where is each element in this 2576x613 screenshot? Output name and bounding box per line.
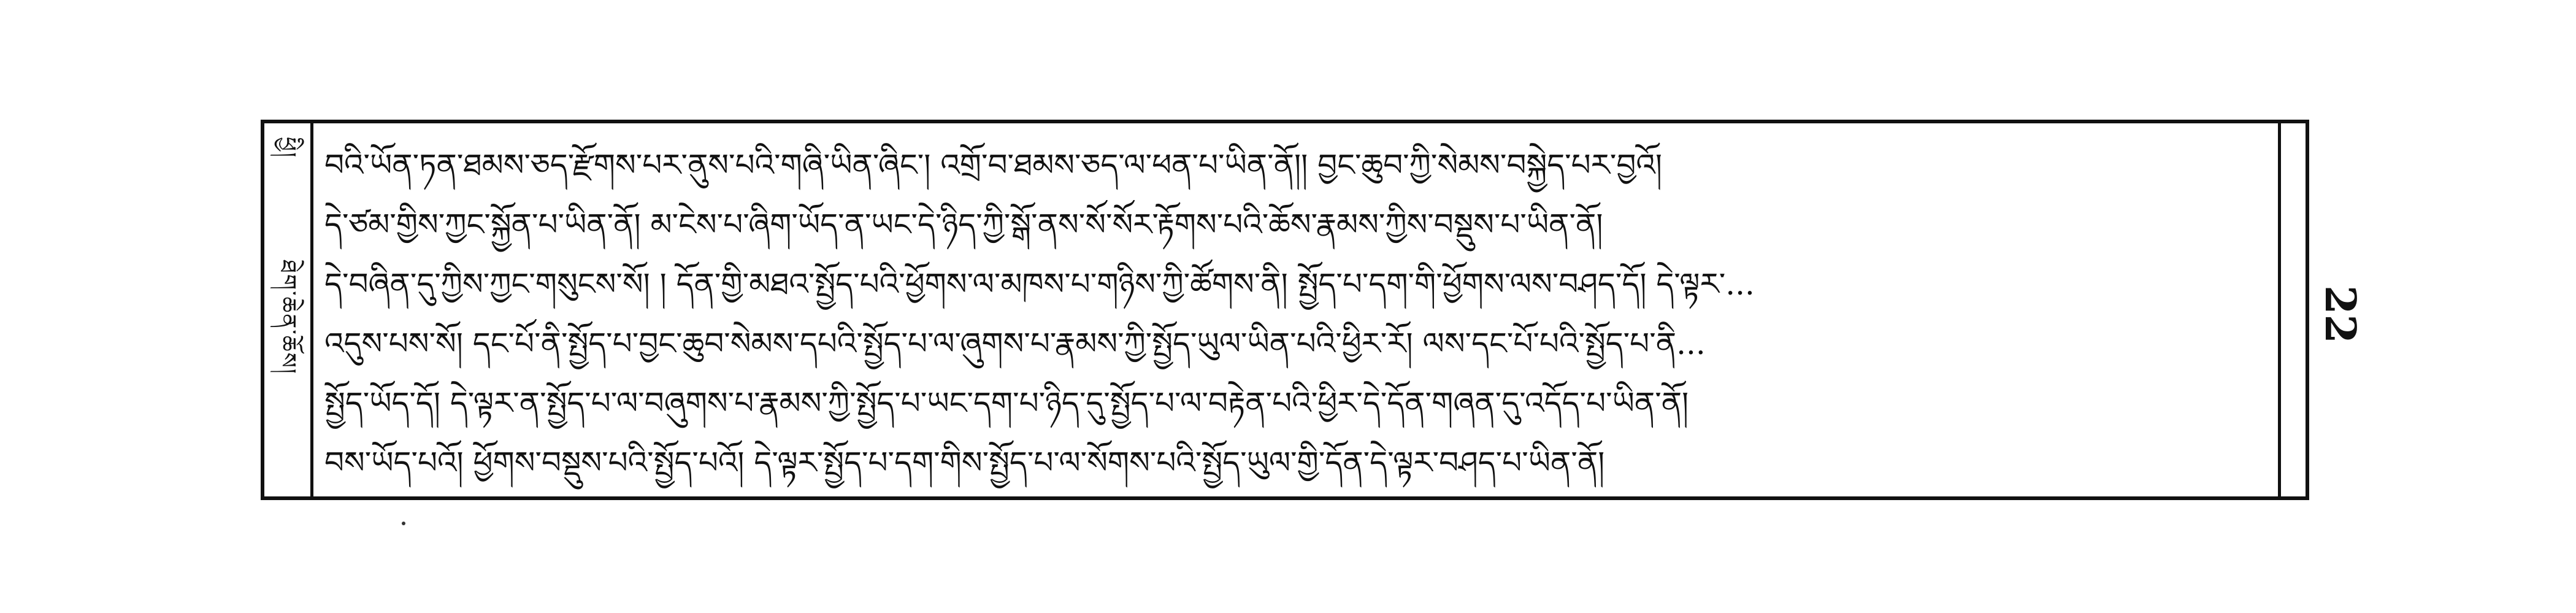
- right-margin: [2278, 123, 2306, 496]
- text-line-5: སྤྱོད་ཡོད་དོ། དེ་ལྟར་ན་སྤྱོད་པ་ལ་བཞུགས་པ་རྣམས་ཀྱི་སྤྱོད་པ་ཡང་དག་པ་ཉིད་དུ་སྤྱོད་པ་ལ་བརྟེན་པའི་ཕྱིར་དེ་དོན་གཞན་དུ་འདོད་པ་ཡིན་ནོ།: [324, 385, 1689, 421]
- folio-text: [324, 141, 2269, 498]
- text-line-2: དེ་ཙམ་གྱིས་ཀྱང་སྐྱོན་པ་ཡིན་ནོ། མ་ངེས་པ་ཞིག་ཡོད་ན་ཡང་དེ་ཉིད་ཀྱི་སྒོ་ནས་སོ་སོར་རྟོགས་པའི་ཆོས་རྣམས་ཀྱིས་བསྡུས་པ་ཡིན་ནོ།: [324, 207, 1603, 242]
- left-margin: [264, 123, 313, 496]
- manuscript-folio: [261, 120, 2309, 500]
- margin-label-top: ཕྱི།: [275, 137, 301, 159]
- text-line-3: དེ་བཞིན་དུ་ཀྱིས་ཀྱང་གསུངས་སོ། ། དོན་གྱི་མཐའ་སྤྱོད་པའི་ཕྱོགས་ལ་མཁས་པ་གཉིས་ཀྱི་ཚོགས་ནི། སྤྱོད་པ་དག་གི་ཕྱོགས་ལས་བཤད་དོ། དེ་ལྟར་...: [324, 266, 1755, 302]
- text-line-4: འདུས་པས་སོ། དང་པོ་ནི་སྤྱོད་པ་བྱང་ཆུབ་སེམས་དཔའི་སྤྱོད་པ་ལ་ཞུགས་པ་རྣམས་ཀྱི་སྤྱོད་ཡུལ་ཡིན་པའི་ཕྱིར་རོ། ལས་དང་པོ་པའི་སྤྱོད་པ་ནི...: [324, 326, 1706, 361]
- margin-label-bottom: ཐེག་ཆེན་ཆོས།: [275, 260, 301, 375]
- text-line-6: བས་ཡོད་པའོ། ཕྱོགས་བསྡུས་པའི་སྤྱོད་པའོ། དེ་ལྟར་སྤྱོད་པ་དག་གིས་སྤྱོད་པ་ལ་སོགས་པའི་སྤྱོད་ཡུལ་གྱི་དོན་དེ་ལྟར་བཤད་པ་ཡིན་ནོ།: [324, 445, 1605, 480]
- text-line-1: བའི་ཡོན་ཏན་ཐམས་ཅད་རྫོགས་པར་ནུས་པའི་གཞི་ཡིན་ཞིང་། འགྲོ་བ་ཐམས་ཅད་ལ་ཕན་པ་ཡིན་ནོ།། བྱང་ཆུབ་ཀྱི་སེམས་བསྐྱེད་པར་བྱའོ།: [324, 147, 1663, 183]
- ink-speck: [402, 522, 405, 525]
- page-number: 22: [2315, 285, 2364, 344]
